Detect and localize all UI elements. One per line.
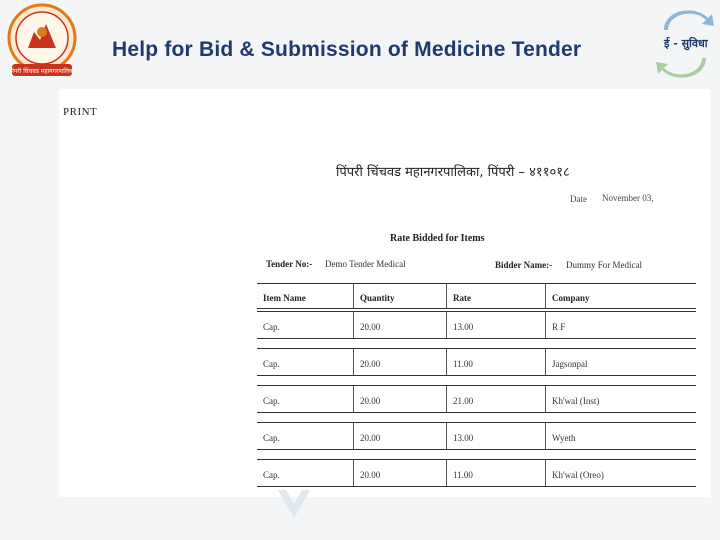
esuvidha-badge[interactable]	[650, 4, 720, 84]
page-title: Help for Bid & Submission of Medicine Tender	[112, 38, 582, 61]
logo-text: पिंपरी चिंचवड महानगरपालिका	[8, 68, 76, 75]
cell-item-name: Cap.	[263, 470, 280, 480]
tender-no-value: Demo Tender Medical	[325, 259, 406, 269]
column-header-item-name: Item Name	[263, 293, 306, 303]
cell-item-name: Cap.	[263, 433, 280, 443]
cell-rate: 11.00	[446, 349, 546, 375]
bidder-name-label: Bidder Name:-	[495, 260, 553, 270]
cell-company: R F	[545, 312, 697, 338]
cell-item-name: Cap.	[263, 359, 280, 369]
esuvidha-label: ई - सुविधा	[664, 37, 708, 50]
bidder-name-value: Dummy For Medical	[566, 260, 642, 270]
cell-quantity: 20.00	[353, 349, 447, 375]
table-row	[257, 459, 696, 487]
cell-quantity: 20.00	[353, 312, 447, 338]
date-value: November 03,	[602, 193, 654, 203]
cell-company: Wyeth	[545, 423, 697, 449]
column-header-company: Company	[545, 284, 697, 308]
column-header-rate: Rate	[446, 284, 546, 308]
tender-document	[59, 89, 710, 497]
cell-company: Jagsonpal	[545, 349, 697, 375]
rate-table	[257, 283, 696, 487]
cell-rate: 11.00	[446, 460, 546, 486]
page-header	[0, 0, 720, 90]
cell-item-name: Cap.	[263, 396, 280, 406]
cell-rate: 13.00	[446, 423, 546, 449]
table-row	[257, 311, 696, 339]
municipal-seal-icon	[4, 2, 80, 80]
print-link[interactable]: PRINT	[63, 106, 98, 118]
watermark-arrow-icon	[272, 484, 316, 524]
cell-quantity: 20.00	[353, 460, 447, 486]
table-row	[257, 385, 696, 413]
cell-item-name: Cap.	[263, 322, 280, 332]
cell-rate: 21.00	[446, 386, 546, 412]
tender-no-label: Tender No:-	[266, 259, 313, 269]
table-row	[257, 422, 696, 450]
section-title: Rate Bidded for Items	[390, 233, 485, 244]
organization-title: पिंपरी चिंचवड महानगरपालिका, पिंपरी – ४११०१८	[336, 165, 570, 180]
date-label: Date	[570, 194, 587, 204]
table-row	[257, 348, 696, 376]
cell-quantity: 20.00	[353, 423, 447, 449]
table-header-row	[257, 283, 696, 309]
column-header-quantity: Quantity	[353, 284, 447, 308]
cell-company: Kh'wal (Oreo)	[545, 460, 697, 486]
cell-company: Kh'wal (Inst)	[545, 386, 697, 412]
cell-rate: 13.00	[446, 312, 546, 338]
cell-quantity: 20.00	[353, 386, 447, 412]
